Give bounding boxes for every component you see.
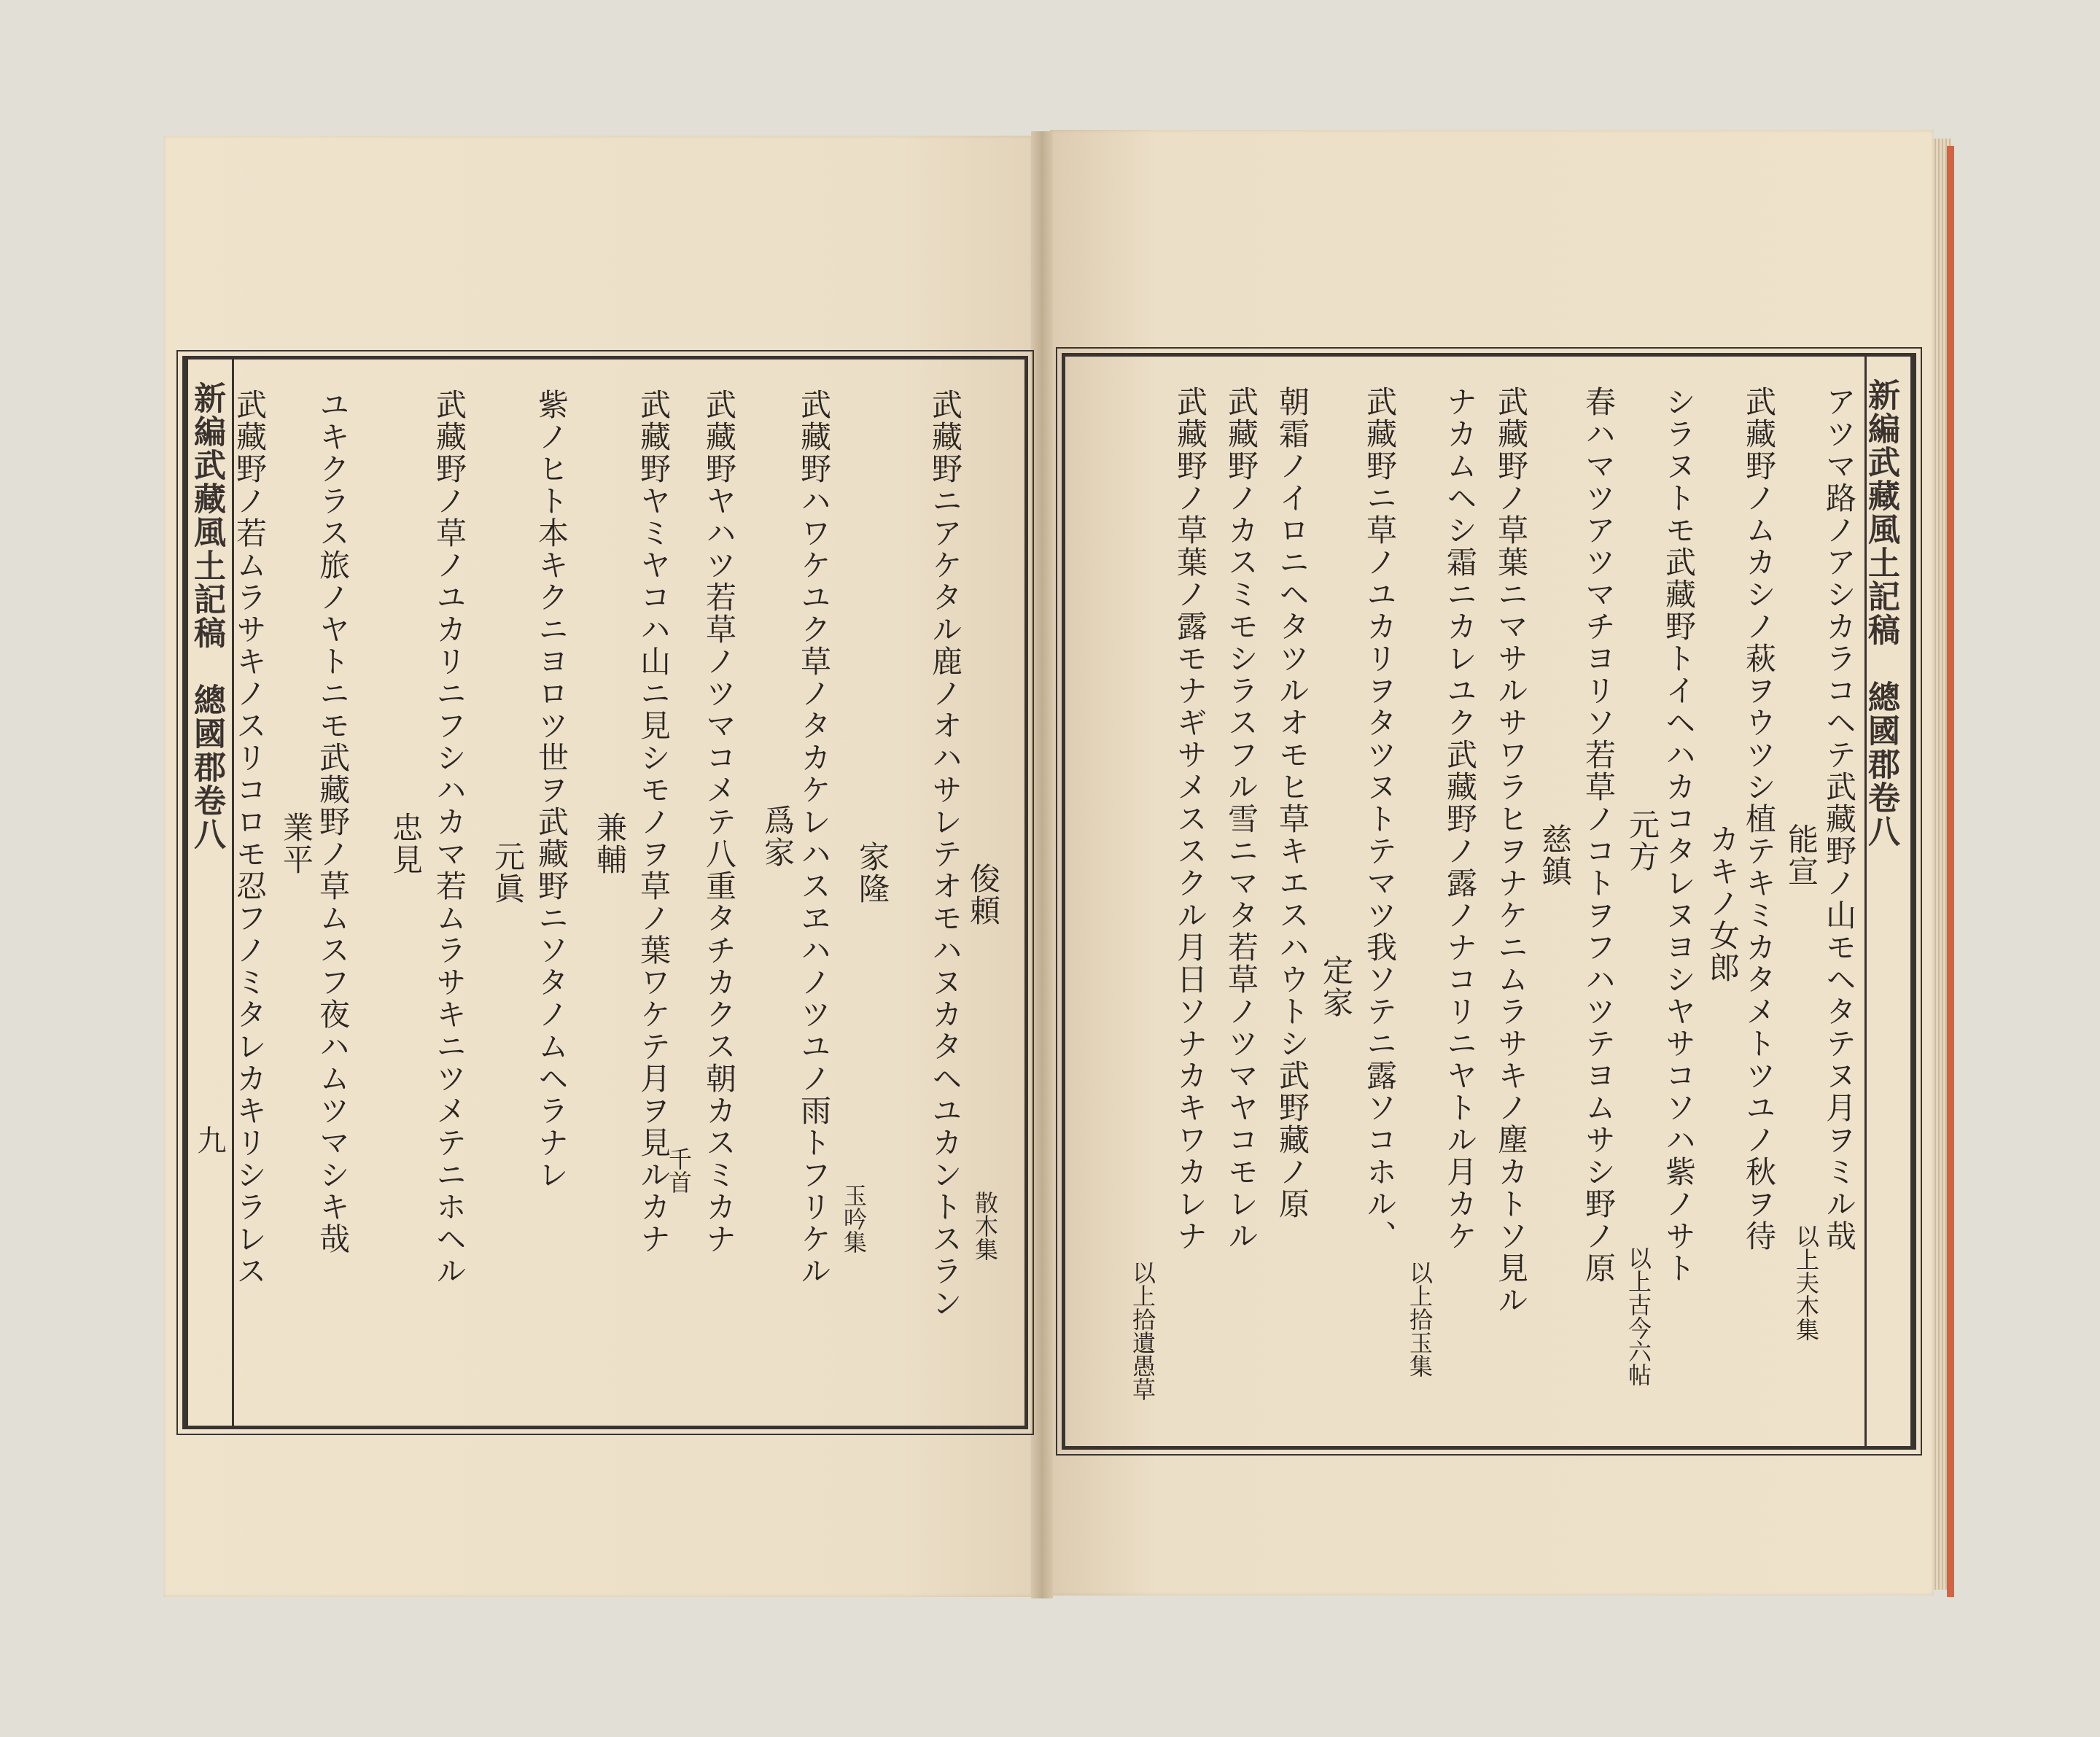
left-col-9: 千首 [665,1147,693,1194]
cover-edge [1947,146,1954,1597]
right-col-2: 能宣 [1784,823,1819,887]
right-col-7: 元方 [1625,809,1660,873]
left-col-4: 武藏野ハワケユク草ノタカケレハスヱハノツユノ雨トフリケル [796,389,832,1287]
right-col-8: 以上古今六帖 [1625,1246,1652,1386]
right-col-9: 春ハマツアツマチヨリソ若草ノコトヲフハツテヨムサシ野ノ原 [1581,386,1617,1284]
left-page-folio: 九 [192,1125,226,1156]
right-col-16: 朝霜ノイロニヘタツルオモヒ草キエスハウトシ武野藏ノ原 [1275,386,1310,1220]
left-col-18: 武藏野ノ若ムラサキノスリコロモ忍フノミタレカキリシラレス [232,389,268,1287]
left-col-1: 武藏野ニアケタル鹿ノオハサレテオモハヌカタヘユカントスラン [928,389,963,1319]
left-col-15: 忠見 [388,812,424,876]
right-col-1: アツマ路ノアシカラコヘテ武藏野ノ山モヘタテヌ月ヲミル哉 [1821,386,1857,1252]
left-col-5: 家隆 [855,841,890,905]
left-col-6: 玉吟集 [840,1184,868,1254]
right-col-14: 武藏野ニ草ノユカリヲタツヌトテマツ我ソテニ露ソコホル、 [1362,386,1398,1252]
right-col-15: 定家 [1318,955,1354,1019]
right-col-19: 以上拾遺愚草 [1129,1261,1156,1401]
right-col-6: シラヌトモ武藏野トイヘハカコタレヌヨシヤサコソハ紫ノサト [1661,386,1697,1284]
right-col-5: カキノ女郎 [1705,823,1741,984]
left-col-3: 散木集 [971,1191,999,1261]
left-col-10: 武藏野ヤミヤコハ山ニ見シモノヲ草ノ葉ワケテ月ヲ見ルカナ [636,389,672,1255]
left-col-8: 爲家 [760,804,796,868]
right-col-10: 慈鎮 [1537,823,1573,887]
left-col-17: 業平 [279,812,314,876]
left-col-14: 武藏野ノ草ノユカリニフシハカマ若ムラサキニツメテニホヘル [432,389,467,1287]
right-col-11: 武藏野ノ草葉ニマサルサワラヒヲナケニムラサキノ塵カトソ見ル [1493,386,1529,1316]
right-col-18: 武藏野ノ草葉ノ露モナギサメススクル月日ソナカキワカレナ [1172,386,1208,1252]
right-col-4: 武藏野ノムカシノ萩ヲウツシ植テキミカタメトツユノ秋ヲ待 [1741,386,1777,1252]
book-gutter [1031,131,1053,1598]
right-col-13: 以上拾玉集 [1406,1261,1434,1377]
right-col-12: ナカムヘシ霜ニカレユク武藏野ノ露ノナコリニヤトル月カケ [1442,386,1478,1252]
left-col-16: ユキクラス旅ノヤトニモ武藏野ノ草ムスフ夜ハムツマシキ哉 [315,389,351,1255]
left-page-frame [182,356,1028,1429]
left-col-12: 紫ノヒト本キクニヨロツ世ヲ武藏野ニソタノムヘラナレ [534,389,569,1191]
right-col-3: 以上夫木集 [1792,1224,1820,1341]
right-col-17: 武藏野ノカスミモシラスフル雪ニマタ若草ノツマヤコモレル [1224,386,1259,1252]
right-page-frame [1062,353,1916,1450]
right-page-header: 新編武藏風土記稿 總國郡卷八 [1862,378,1899,848]
left-page-header: 新編武藏風土記稿 總國郡卷八 [188,381,225,851]
left-col-13: 元眞 [490,841,526,905]
left-col-11: 兼輔 [592,812,628,876]
left-col-7: 武藏野ヤハツ若草ノツマコメテ八重タチカクス朝カスミカナ [701,389,737,1255]
left-col-2: 俊頼 [965,863,1001,927]
